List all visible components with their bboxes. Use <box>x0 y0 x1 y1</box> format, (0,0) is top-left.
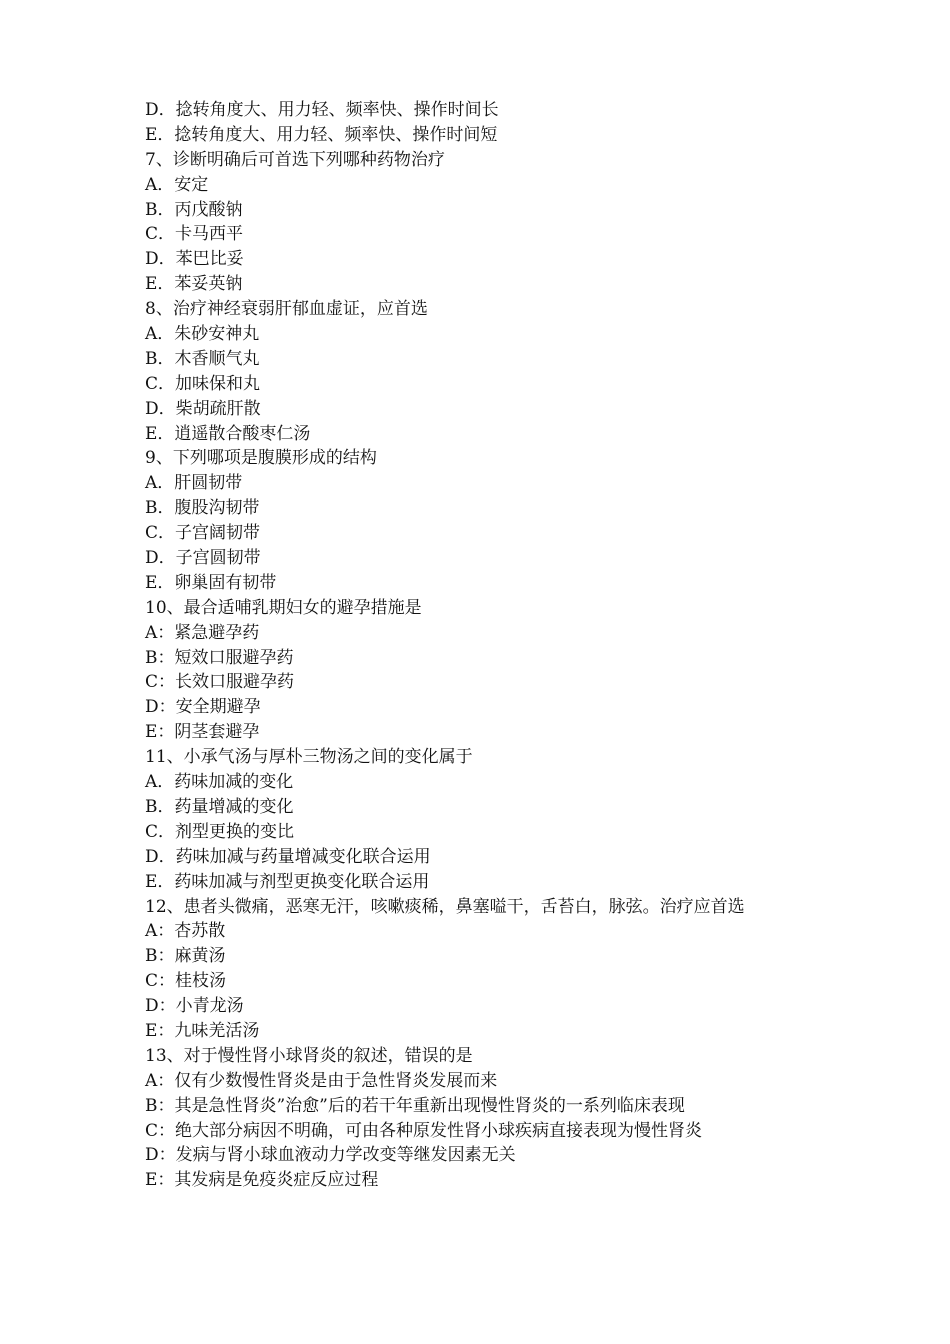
option-line: A：仅有少数慢性肾炎是由于急性肾炎发展而来 <box>145 1070 498 1091</box>
option-line: B．腹股沟韧带 <box>145 498 260 519</box>
option-line: E：九味羌活汤 <box>145 1020 260 1041</box>
option-line: E．卵巢固有韧带 <box>145 572 277 593</box>
option-line: A．安定 <box>145 174 209 195</box>
option-line: C：绝大部分病因不明确，可由各种原发性肾小球疾病直接表现为慢性肾炎 <box>145 1120 703 1141</box>
option-line: B：麻黄汤 <box>145 946 226 967</box>
option-line: D．苯巴比妥 <box>145 249 244 270</box>
option-line: C．子宫阔韧带 <box>145 523 261 544</box>
option-line: B．木香顺气丸 <box>145 348 260 369</box>
option-line: B：其是急性肾炎”治愈”后的若干年重新出现慢性肾炎的一系列临床表现 <box>145 1095 685 1116</box>
option-line: B：短效口服避孕药 <box>145 647 294 668</box>
option-line: A：杏苏散 <box>145 921 226 942</box>
option-line: C：长效口服避孕药 <box>145 672 295 693</box>
question-line: 7、诊断明确后可首选下列哪种药物治疗 <box>145 149 445 170</box>
question-line: 8、治疗神经衰弱肝郁血虚证，应首选 <box>145 299 428 320</box>
option-line: D：小青龙汤 <box>145 996 244 1017</box>
option-line: A．肝圆韧带 <box>145 473 243 494</box>
option-line: D．捻转角度大、用力轻、频率快、操作时间长 <box>145 100 499 120</box>
question-line: 12、患者头微痛，恶寒无汗，咳嗽痰稀，鼻塞嗌干，舌苔白，脉弦。治疗应首选 <box>145 896 745 917</box>
option-line: C：桂枝汤 <box>145 971 227 992</box>
option-line: E．捻转角度大、用力轻、频率快、操作时间短 <box>145 124 498 145</box>
option-line: D．子宫圆韧带 <box>145 548 261 569</box>
option-line: C．卡马西平 <box>145 224 244 245</box>
option-line: E．逍遥散合酸枣仁汤 <box>145 423 311 444</box>
option-line: B．药量增减的变化 <box>145 796 294 817</box>
option-line: D．柴胡疏肝散 <box>145 398 261 419</box>
option-line: B．丙戊酸钠 <box>145 199 243 220</box>
option-line: C．剂型更换的变比 <box>145 821 295 842</box>
option-line: C．加味保和丸 <box>145 373 261 394</box>
document-body <box>145 98 905 1193</box>
option-line: E：阴茎套避孕 <box>145 722 260 743</box>
option-line: E：其发病是免疫炎症反应过程 <box>145 1170 379 1191</box>
option-line: D：安全期避孕 <box>145 697 261 718</box>
question-line: 11、小承气汤与厚朴三物汤之间的变化属于 <box>145 747 473 768</box>
question-line: 10、最合适哺乳期妇女的避孕措施是 <box>145 597 422 618</box>
question-line: 9、下列哪项是腹膜形成的结构 <box>145 448 377 469</box>
option-line: D：发病与肾小球血液动力学改变等继发因素无关 <box>145 1145 516 1166</box>
option-line: A．朱砂安神丸 <box>145 324 260 345</box>
option-line: D．药味加减与药量增减变化联合运用 <box>145 846 431 867</box>
option-line: A：紧急避孕药 <box>145 622 260 643</box>
option-line: A．药味加减的变化 <box>145 772 294 793</box>
option-line: E．苯妥英钠 <box>145 274 243 295</box>
question-line: 13、对于慢性肾小球肾炎的叙述，错误的是 <box>145 1045 473 1066</box>
option-line: E．药味加减与剂型更换变化联合运用 <box>145 871 430 892</box>
